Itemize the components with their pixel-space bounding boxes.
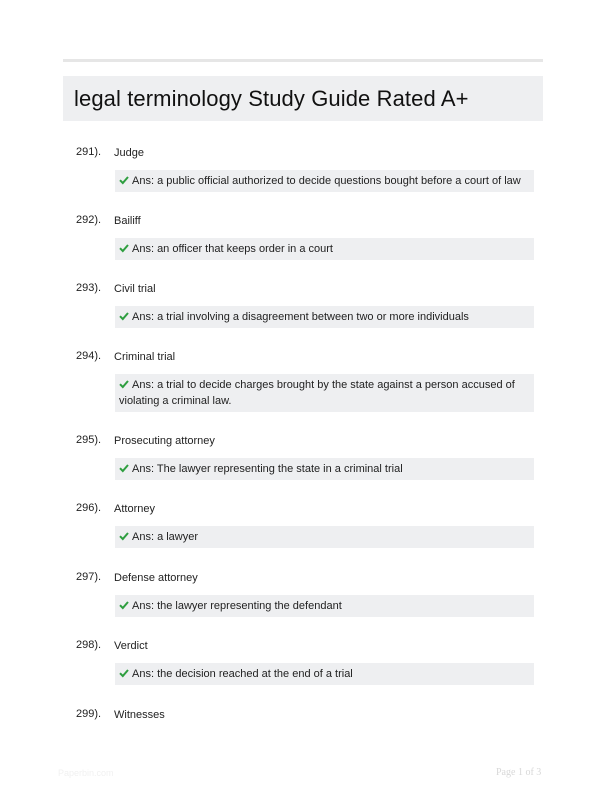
answer-box — [115, 458, 534, 480]
question-number: 294). — [76, 350, 102, 362]
answer-text: Ans: the decision reached at the end of a trial — [132, 668, 353, 680]
check-icon — [119, 463, 129, 473]
question-term: Civil trial — [114, 283, 156, 295]
question-number: 298). — [76, 639, 102, 651]
question-number: 295). — [76, 434, 102, 446]
question-number: 292). — [76, 214, 102, 226]
answer-text: Ans: The lawyer representing the state in a criminal trial — [132, 463, 403, 475]
question-number: 299). — [76, 708, 102, 720]
question-number: 296). — [76, 502, 102, 514]
answer-box — [115, 663, 534, 685]
question-term: Criminal trial — [114, 351, 176, 363]
check-icon — [119, 600, 129, 610]
question-term: Witnesses — [114, 709, 165, 721]
check-icon — [119, 379, 129, 389]
answer-box — [115, 306, 534, 328]
answer-text: Ans: a trial involving a disagreement between two or more individuals — [132, 311, 469, 323]
question-term: Bailiff — [114, 215, 141, 227]
answer-text: Ans: the lawyer representing the defendant — [132, 600, 342, 612]
answer-text: Ans: a trial to decide charges brought by the state against a person accused of violating a criminal law. — [119, 379, 515, 407]
question-number: 293). — [76, 282, 102, 294]
check-icon — [119, 175, 129, 185]
question-term: Defense attorney — [114, 572, 198, 584]
answer-text: Ans: an officer that keeps order in a court — [132, 243, 333, 255]
question-term: Attorney — [114, 503, 155, 515]
answer-box — [115, 238, 534, 260]
watermark-text: Paperbin.com — [58, 768, 114, 778]
answer-text: Ans: a lawyer — [132, 531, 199, 543]
question-number: 297). — [76, 571, 102, 583]
check-icon — [119, 668, 129, 678]
check-icon — [119, 531, 129, 541]
answer-text: Ans: a public official authorized to decide questions bought before a court of law — [132, 175, 521, 187]
question-term: Prosecuting attorney — [114, 435, 215, 447]
check-icon — [119, 243, 129, 253]
page-title: legal terminology Study Guide Rated A+ — [74, 85, 469, 111]
answer-box — [115, 595, 534, 617]
check-icon — [119, 311, 129, 321]
question-term: Judge — [114, 147, 144, 159]
page-indicator: Page 1 of 3 — [496, 767, 542, 778]
answer-box — [115, 170, 534, 192]
answer-box — [115, 526, 534, 548]
question-term: Verdict — [114, 640, 148, 652]
answer-box — [115, 374, 534, 412]
question-number: 291). — [76, 146, 102, 158]
